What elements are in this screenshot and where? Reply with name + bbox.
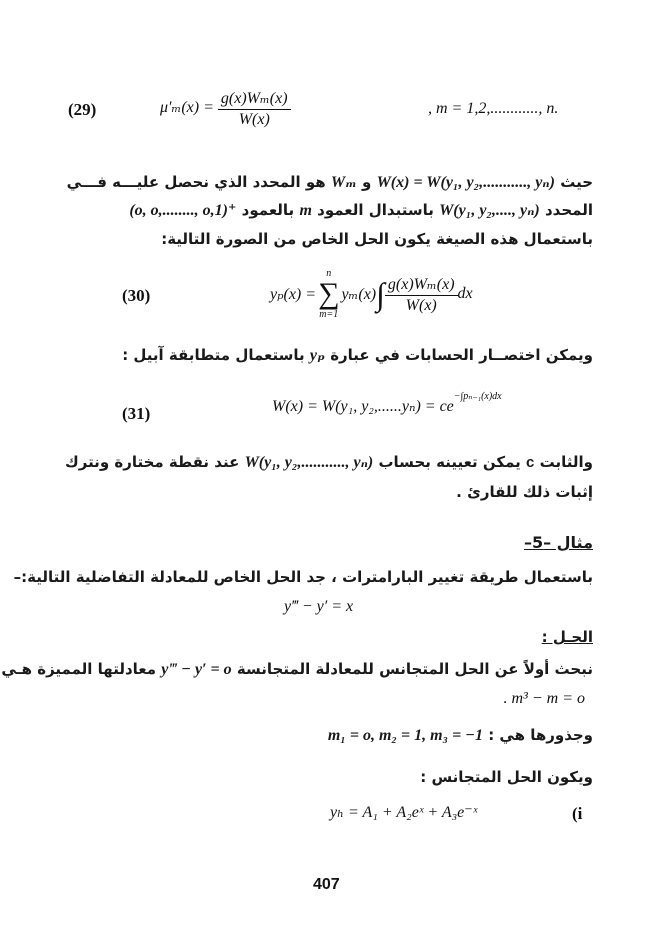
solution-line1-b: معادلتها المميزة هـي: [1, 660, 157, 678]
para2-yp: yₚ: [309, 347, 325, 364]
homog-solution: yₕ = A₁ + A₂eˣ + A₃e⁻ˣ: [330, 804, 478, 821]
solution-line1: [1, 660, 593, 679]
roots-label: وجذورها هي :: [488, 726, 593, 744]
para1-and: و: [362, 173, 372, 191]
eq29-formula: [160, 88, 291, 129]
eq30-sum-bottom: m=1: [319, 309, 339, 320]
eq30-fraction: [385, 274, 458, 315]
homog-label: (i: [572, 804, 583, 823]
eq30-sum: [318, 268, 339, 320]
para2-text-b: باستعمال متطابقة آبيل :: [122, 346, 305, 364]
homog-equation: y‴ − y′ = o: [161, 661, 232, 678]
roots-line: [328, 726, 593, 745]
para1-w-short: W(y₁, y₂,...., yₙ): [439, 202, 540, 219]
para1-line1: [67, 172, 593, 192]
eq30-numerator: g(x)Wₘ(x): [385, 274, 458, 296]
para3-c: c: [526, 454, 535, 471]
characteristic-equation: . m³ − m = o: [503, 690, 585, 707]
para3-line1: [65, 452, 593, 472]
sigma-icon: ∑: [318, 277, 340, 310]
para3-line2: إثبات ذلك للقارئ .: [456, 483, 593, 501]
para1-wronskian: W(x) = W(y₁, y₂,..........., yₙ): [376, 174, 555, 191]
para1-where: حيث: [560, 173, 593, 191]
eq29-range: , m = 1,2,............, n.: [428, 100, 559, 117]
eq29-number: (29): [68, 100, 97, 119]
para1-line3: باستعمال هذه الصيغة يكون الحل الخاص من الصورة التالية:: [161, 230, 593, 248]
para3-determined: يمكن تعيينه بحساب: [378, 453, 521, 471]
page-number: 407: [313, 876, 340, 893]
para1-column-vector: (o, o,........, o,1)⁺: [129, 202, 237, 219]
example-heading: مثال –5–: [523, 533, 593, 552]
eq30-dx: dx: [457, 285, 473, 302]
para3-constant: والثابت: [539, 453, 593, 471]
eq30-sum-top: n: [326, 268, 332, 279]
eq30-formula: [270, 268, 473, 320]
solution-line1-a: نبحث أولاً عن الحل المتجانس للمعادلة المتجانسة: [236, 660, 593, 678]
para1-with-column: بالعمود: [241, 201, 295, 219]
solution-heading: الحـل :: [541, 628, 593, 646]
eq31-formula: [272, 390, 502, 416]
para1-line1-rest: هو المحدد الذي نحصل عليـــه فـــي: [66, 173, 326, 191]
para1-line2: [129, 200, 593, 220]
para1-m: m: [299, 202, 312, 219]
eq30-sum-body: yₘ(x): [341, 286, 377, 303]
para2-text-a: ويمكن اختصــار الحسابات في عبارة: [330, 346, 593, 364]
eq31-number: (31): [122, 404, 151, 423]
para3-chosen-point: عند نقطة مختارة ونترك: [64, 453, 240, 471]
eq29-fraction: [218, 88, 291, 129]
roots-values: m₁ = o, m₂ = 1, m₃ = −1: [327, 727, 483, 744]
para1-determinant: المحدد: [544, 201, 593, 219]
eq29-lhs: μ′ₘ(x) =: [160, 99, 214, 117]
integral-icon: ∫: [376, 276, 385, 312]
para3-wronskian: W(y₁, y₂,..........., yₙ): [244, 454, 374, 471]
homog-solution-label: ويكون الحل المتجانس :: [420, 768, 593, 786]
eq30-denominator: W(x): [405, 296, 437, 314]
para1-wm: Wₘ: [330, 174, 357, 191]
para2: [122, 345, 593, 365]
eq31-body: W(x) = W(y₁, y₂,......yₙ) = ce: [272, 398, 454, 415]
eq31-exponent: −∫pₙ₋₁(x)dx: [453, 390, 502, 402]
eq30-lhs: yₚ(x) =: [270, 286, 317, 303]
example-intro: باستعمال طريقة تغيير البارامترات ، جد الحل الخاص للمعادلة التفاضلية التالية:–: [13, 568, 593, 586]
eq29-numerator: g(x)Wₘ(x): [218, 88, 291, 110]
para1-replace-column: باستبدال العمود: [317, 201, 434, 219]
example-ode: y‴ − y′ = x: [284, 598, 354, 615]
eq29-denominator: W(x): [238, 111, 270, 128]
eq30-number: (30): [122, 286, 151, 305]
